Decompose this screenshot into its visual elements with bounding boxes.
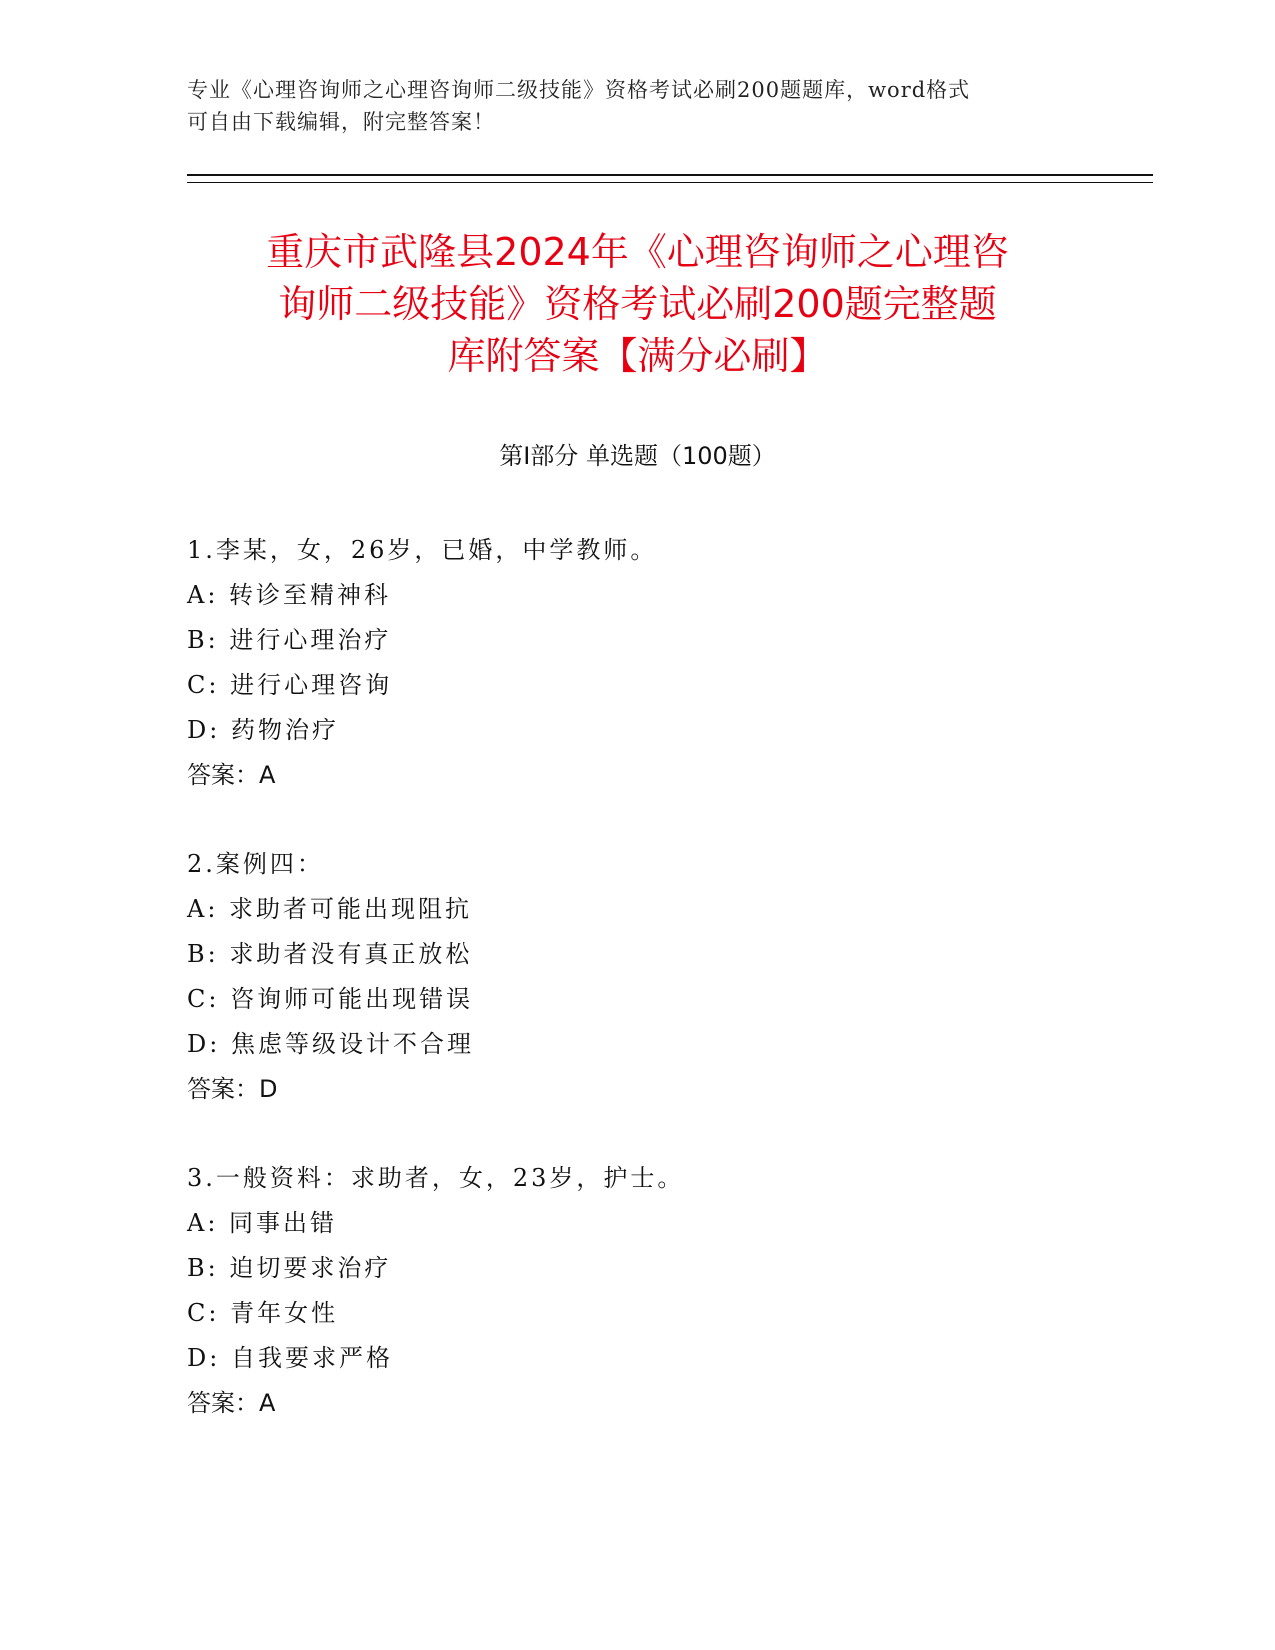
question-stem: 2.案例四： (187, 850, 324, 878)
header-note (187, 74, 1087, 138)
option-c: C: 进行心理咨询 (187, 671, 393, 699)
question-stem: 1.李某，女，26岁，已婚，中学教师。 (187, 536, 658, 564)
section-heading: 第Ⅰ部分 单选题（100题） (499, 442, 776, 470)
option-d: D: 药物治疗 (187, 716, 339, 744)
option-d: D: 自我要求严格 (187, 1344, 393, 1372)
header-note-line-2: 可自由下载编辑，附完整答案！ (187, 110, 495, 134)
option-a: A: 求助者可能出现阻抗 (187, 895, 473, 923)
option-a: A: 同事出错 (187, 1209, 338, 1237)
option-c: C: 青年女性 (187, 1299, 339, 1327)
question-1 (187, 528, 1137, 798)
answer: 答案：D (187, 1075, 278, 1103)
title-line-2: 询师二级技能》资格考试必刷200题完整题 (278, 282, 997, 326)
title-line-1: 重庆市武隆县2024年《心理咨询师之心理咨 (266, 230, 1009, 274)
header-rule-thick (187, 174, 1153, 176)
question-3 (187, 1156, 1137, 1426)
option-b: B: 求助者没有真正放松 (187, 940, 473, 968)
header-note-line-1: 专业《心理咨询师之心理咨询师二级技能》资格考试必刷200题题库，word格式 (187, 78, 971, 102)
option-b: B: 迫切要求治疗 (187, 1254, 392, 1282)
question-list (187, 528, 1137, 1470)
option-b: B: 进行心理治疗 (187, 626, 392, 654)
option-a: A: 转诊至精神科 (187, 581, 392, 609)
header-rule-thin (187, 182, 1153, 183)
title-line-3: 库附答案【满分必刷】 (447, 334, 828, 378)
answer: 答案：A (187, 1389, 276, 1417)
question-2 (187, 842, 1137, 1112)
option-c: C: 咨询师可能出现错误 (187, 985, 474, 1013)
document-title (160, 226, 1115, 382)
question-stem: 3.一般资料：求助者，女，23岁，护士。 (187, 1164, 685, 1192)
option-d: D: 焦虑等级设计不合理 (187, 1030, 474, 1058)
answer: 答案：A (187, 761, 276, 789)
